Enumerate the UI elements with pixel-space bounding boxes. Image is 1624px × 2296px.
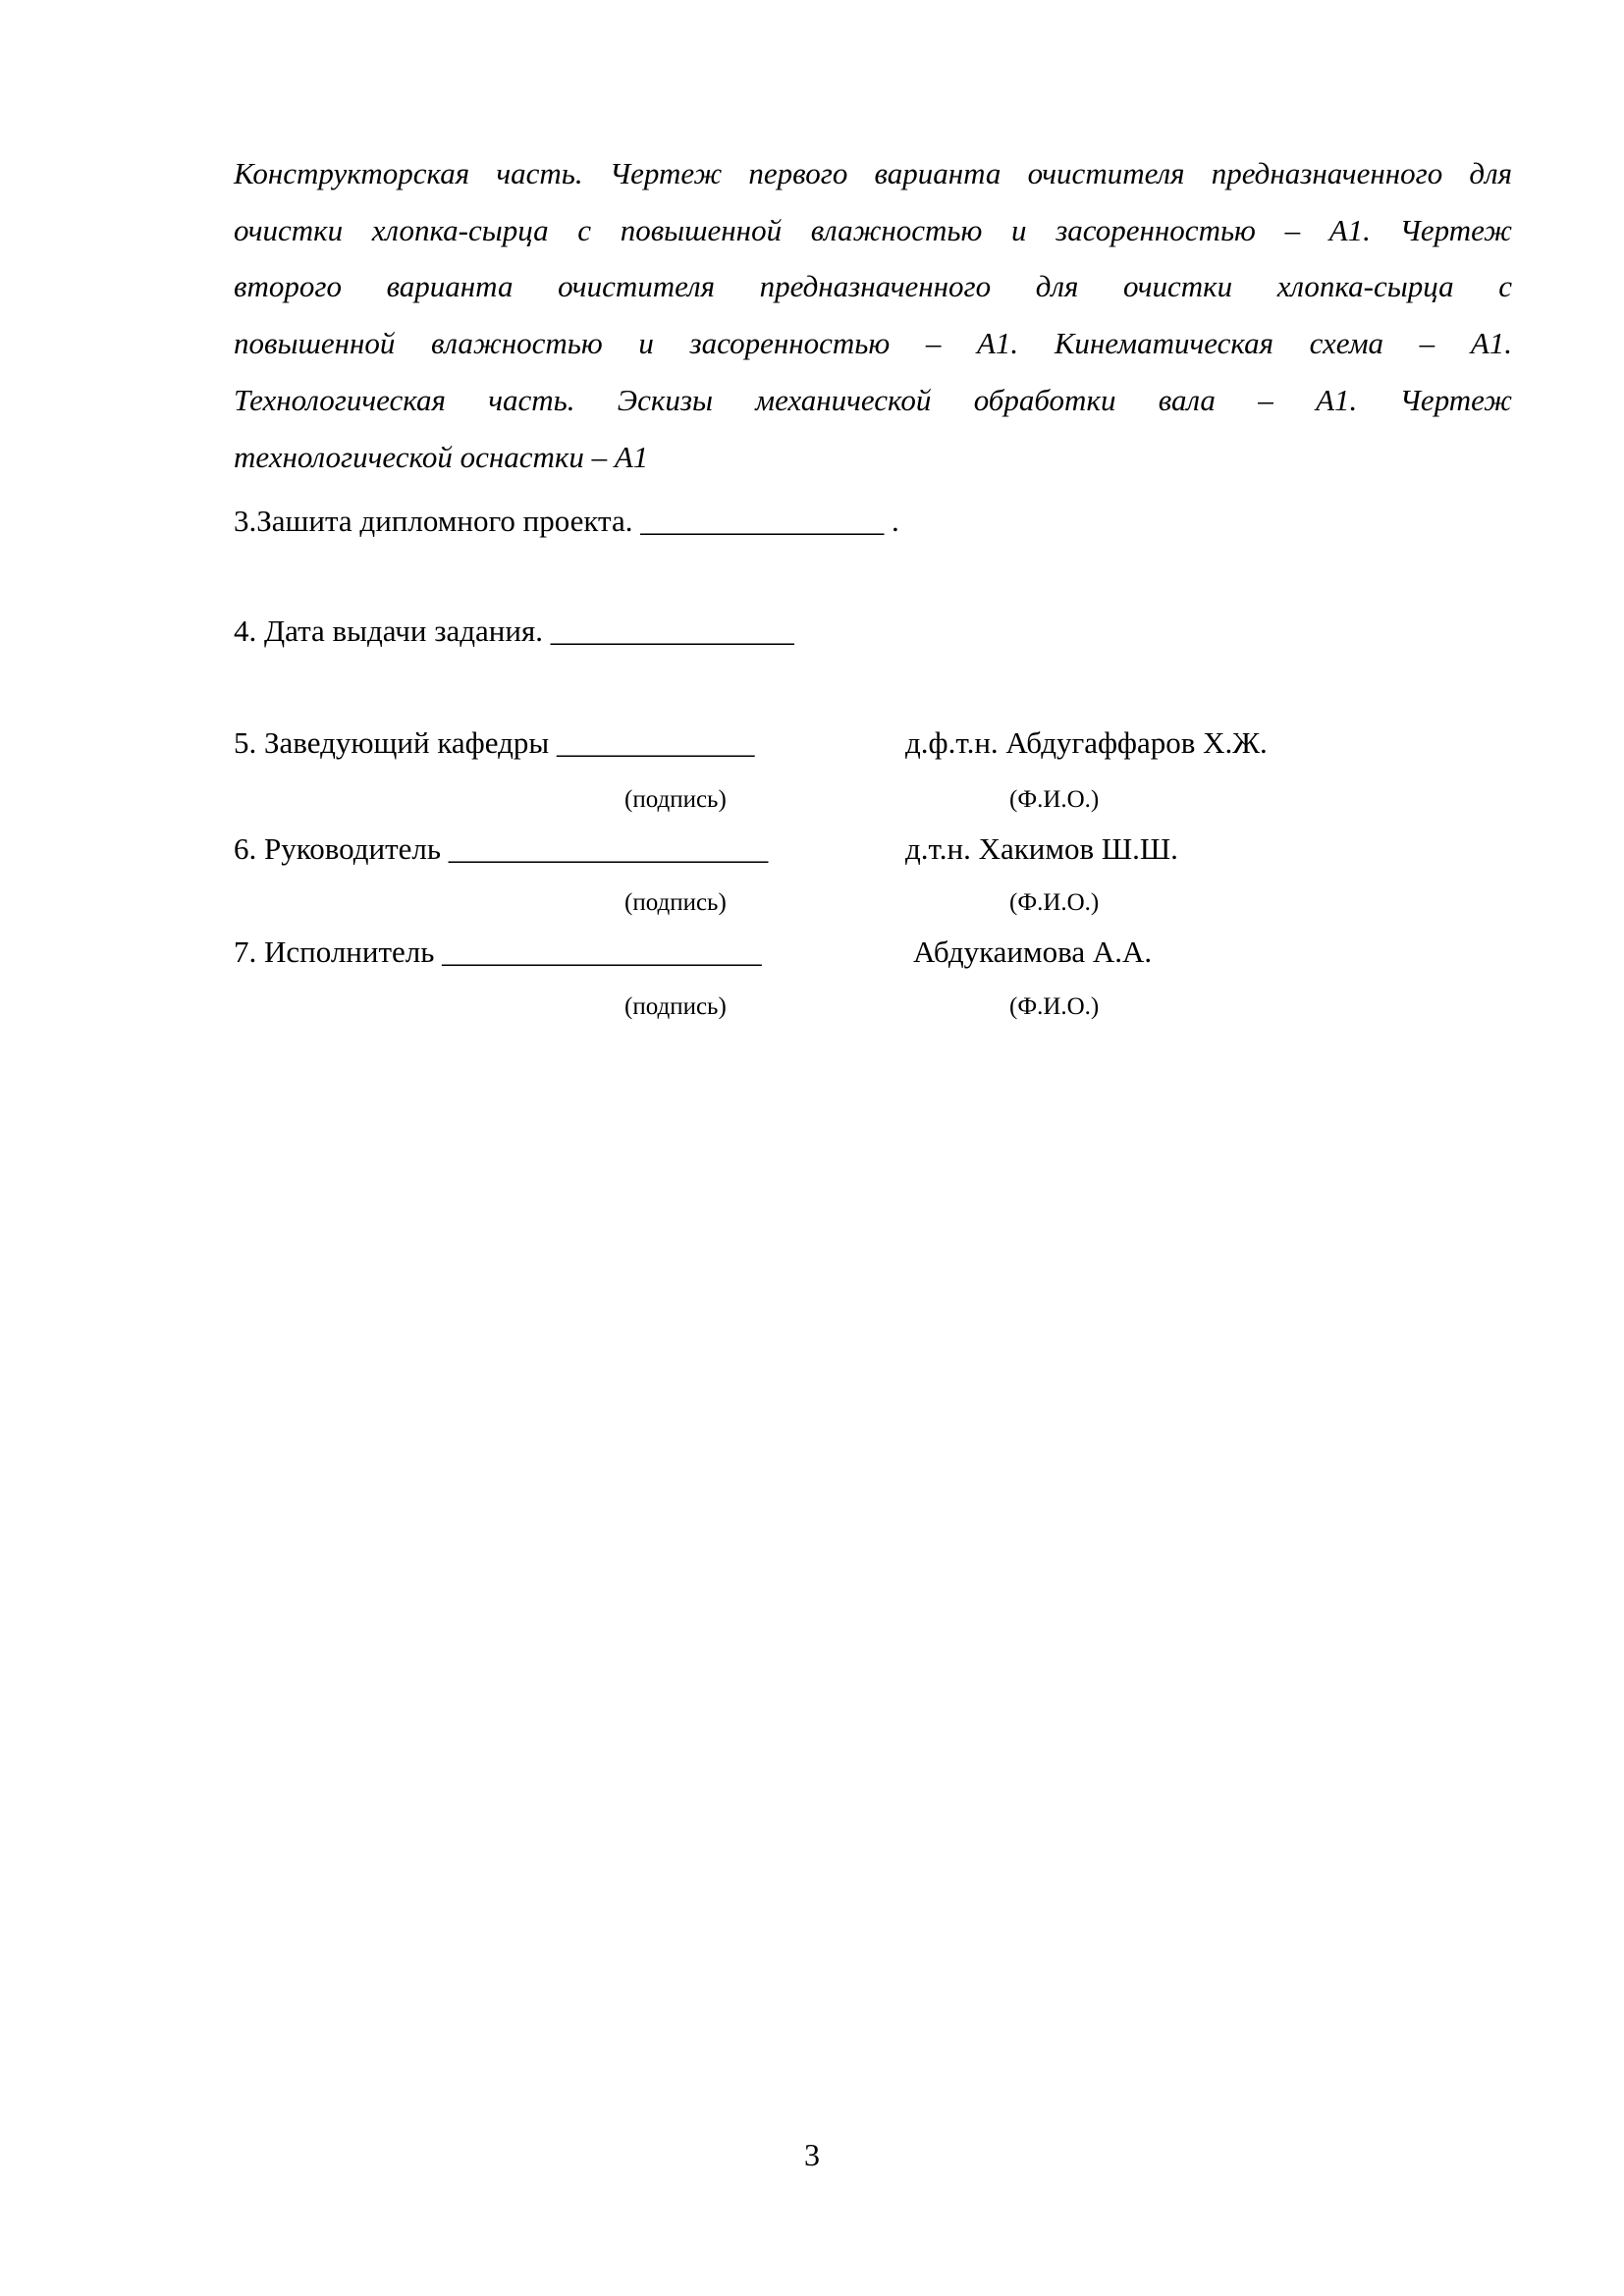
signature-caption-1: (подпись)	[624, 786, 727, 813]
head-of-department-name: д.ф.т.н. Абдугаффаров Х.Ж.	[905, 725, 1268, 760]
head-of-department-line: 5. Заведующий кафедры _____________	[234, 725, 755, 760]
signature-caption-2: (подпись)	[624, 889, 727, 916]
assignment-line-1: Конструкторская часть. Чертеж первого варианта очистителя предназначенного для	[234, 156, 1512, 190]
assignment-line-3: второго варианта очистителя предназначенного для очистки хлопка-сырца с	[234, 269, 1512, 303]
executor-line: 7. Исполнитель _____________________	[234, 934, 762, 969]
supervisor-name: д.т.н. Хакимов Ш.Ш.	[905, 831, 1178, 866]
full-name-caption-3: (Ф.И.О.)	[1009, 993, 1100, 1020]
page-number: 3	[804, 2137, 820, 2172]
assignment-line-5: Технологическая часть. Эскизы механической обработки вала – А1. Чертеж	[234, 383, 1512, 417]
assignment-line-6: технологической оснастки – А1	[234, 440, 649, 474]
assignment-line-4: повышенной влажностью и засоренностью – А1. Кинематическая схема – А1.	[234, 326, 1512, 360]
issue-date-line: 4. Дата выдачи задания. ________________	[234, 614, 794, 648]
executor-name: Абдукаимова А.А.	[913, 934, 1153, 969]
full-name-caption-1: (Ф.И.О.)	[1009, 786, 1100, 813]
defense-line: 3.Зашита дипломного проекта. ________________ .	[234, 504, 899, 538]
supervisor-line: 6. Руководитель _____________________	[234, 831, 769, 866]
assignment-line-2: очистки хлопка-сырца с повышенной влажностью и засоренностью – А1. Чертеж	[234, 213, 1512, 247]
signature-caption-3: (подпись)	[624, 993, 727, 1020]
full-name-caption-2: (Ф.И.О.)	[1009, 889, 1100, 916]
